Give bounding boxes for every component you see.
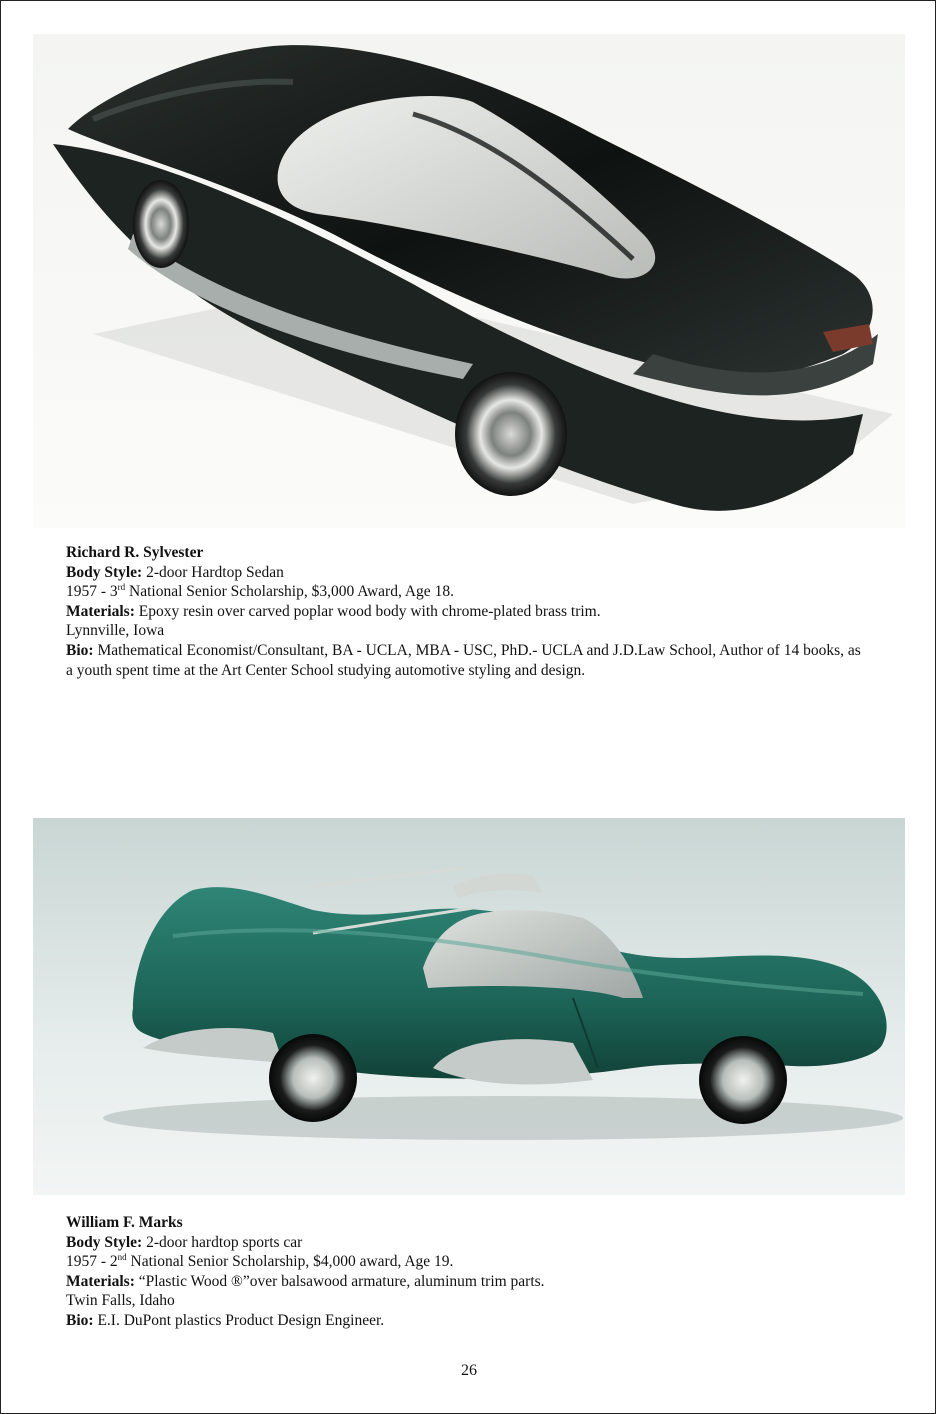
materials-value: Epoxy resin over carved poplar wood body with chrome-plated brass trim. <box>138 602 601 620</box>
page-number: 26 <box>461 1362 477 1379</box>
award-line: 1957 - 3rd National Senior Scholarship, $3,000 Award, Age 18. <box>66 582 454 601</box>
bio-label: Bio: <box>66 1311 94 1329</box>
bio-label: Bio: <box>66 641 94 659</box>
body-style-value: 2-door hardtop sports car <box>146 1233 303 1251</box>
entry-caption-marks <box>66 1213 866 1331</box>
materials-label: Materials: <box>66 602 135 620</box>
designer-name: Richard R. Sylvester <box>66 544 204 561</box>
location: Twin Falls, Idaho <box>66 1292 175 1310</box>
entry-caption-sylvester <box>66 543 866 680</box>
car-photo-black-sedan <box>33 34 905 528</box>
designer-name: William F. Marks <box>66 1214 183 1231</box>
bio-value: E.I. DuPont plastics Product Design Engineer. <box>97 1311 385 1329</box>
materials-value: “Plastic Wood ®”over balsawood armature, aluminum trim parts. <box>138 1272 545 1290</box>
body-style-label: Body Style: <box>66 1233 143 1251</box>
car-photo-green-sports-car <box>33 818 905 1195</box>
award-line: 1957 - 2nd National Senior Scholarship, $4,000 award, Age 19. <box>66 1252 454 1271</box>
location: Lynnville, Iowa <box>66 622 165 640</box>
body-style-label: Body Style: <box>66 563 143 581</box>
body-style-value: 2-door Hardtop Sedan <box>146 563 284 581</box>
bio-value: Mathematical Economist/Consultant, BA - UCLA, MBA - USC, PhD.- UCLA and J.D.Law School, Author of 14 books, as a youth spent time at the Art Center School studying automotive styling and design. <box>66 641 861 679</box>
materials-label: Materials: <box>66 1272 135 1290</box>
